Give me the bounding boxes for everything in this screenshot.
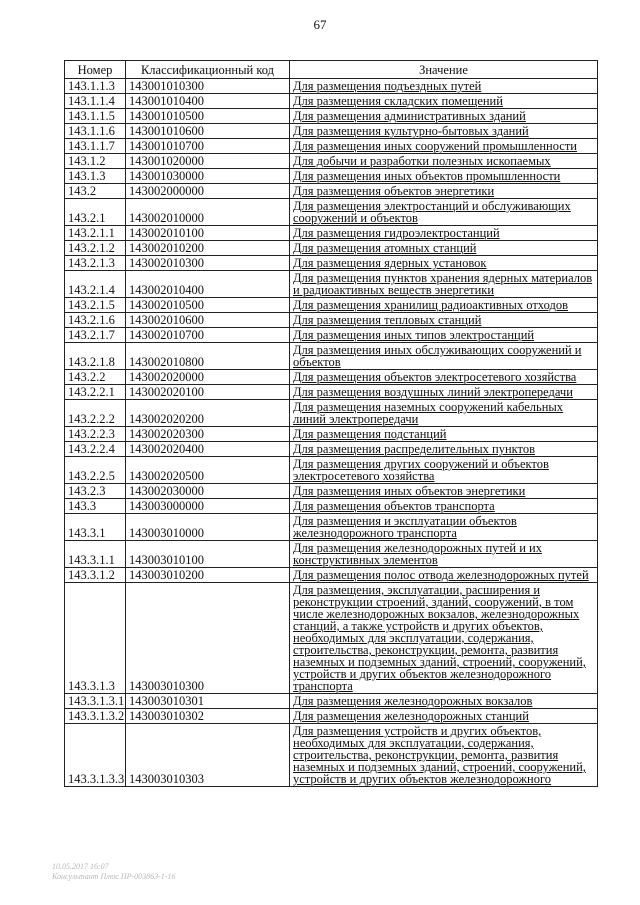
cell-value-text: Для размещения электростанций и обслуживающих сооружений и объектов (293, 199, 571, 225)
table-row (65, 427, 598, 442)
cell-value-text: Для размещения объектов электросетевого хозяйства (293, 370, 577, 384)
column-header-code: Классификационный код (126, 61, 290, 79)
table-row (65, 124, 598, 139)
cell-value (290, 256, 598, 271)
cell-code: 143002010000 (126, 199, 290, 226)
cell-value-text: Для размещения тепловых станций (293, 313, 482, 327)
table-row (65, 385, 598, 400)
cell-number: 143.3 (65, 499, 126, 514)
cell-code: 143002010500 (126, 298, 290, 313)
table-row (65, 568, 598, 583)
cell-value (290, 457, 598, 484)
cell-value (290, 241, 598, 256)
table-row (65, 709, 598, 724)
table-row (65, 442, 598, 457)
footer-stamp (52, 862, 175, 882)
table-row (65, 583, 598, 694)
cell-number: 143.1.1.6 (65, 124, 126, 139)
cell-code: 143002010800 (126, 343, 290, 370)
cell-value (290, 583, 598, 694)
cell-code: 143001010500 (126, 109, 290, 124)
cell-code: 143001030000 (126, 169, 290, 184)
cell-value (290, 370, 598, 385)
cell-value-text: Для размещения иных типов электростанций (293, 328, 535, 342)
cell-number: 143.2.2.4 (65, 442, 126, 457)
cell-value-text: Для размещения и эксплуатации объектов железнодорожного транспорта (293, 514, 517, 540)
table-row (65, 271, 598, 298)
cell-value (290, 169, 598, 184)
cell-value-text: Для размещения складских помещений (293, 94, 503, 108)
cell-number: 143.2.2.2 (65, 400, 126, 427)
cell-value-text: Для размещения подъездных путей (293, 79, 482, 93)
cell-value-text: Для размещения распределительных пунктов (293, 442, 535, 456)
cell-value (290, 298, 598, 313)
cell-value (290, 427, 598, 442)
cell-value-text: Для размещения других сооружений и объектов электросетевого хозяйства (293, 457, 549, 483)
page-number: 67 (313, 17, 327, 32)
table-row (65, 139, 598, 154)
cell-code: 143001010700 (126, 139, 290, 154)
footer-stamp-source: Консультант Плюс ПР-003863-1-16 (52, 872, 176, 881)
table-body (65, 79, 598, 787)
cell-code: 143002010600 (126, 313, 290, 328)
cell-code: 143003010301 (126, 694, 290, 709)
cell-number: 143.1.1.7 (65, 139, 126, 154)
cell-code: 143003000000 (126, 499, 290, 514)
cell-code: 143002010100 (126, 226, 290, 241)
cell-value-text: Для размещения иных объектов промышленности (293, 169, 561, 183)
cell-value (290, 724, 598, 787)
cell-value-text: Для размещения иных сооружений промышленности (293, 139, 577, 153)
table-row (65, 370, 598, 385)
cell-value-text: Для размещения устройств и других объектов, необходимых для эксплуатации, содержания, строительства, реконструкции, ремонта, развития наземных и подземных зданий, строений, сооружений, устройств и других объектов железнодорожного (293, 724, 586, 786)
cell-value-text: Для размещения полос отвода железнодорожных путей (293, 568, 589, 582)
cell-number: 143.3.1.3.2 (65, 709, 126, 724)
cell-code: 143002020500 (126, 457, 290, 484)
table-row (65, 484, 598, 499)
cell-value-text: Для размещения иных обслуживающих сооружений и объектов (293, 343, 582, 369)
cell-number: 143.1.3 (65, 169, 126, 184)
cell-number: 143.3.1.3.3 (65, 724, 126, 787)
cell-value-text: Для размещения атомных станций (293, 241, 477, 255)
cell-number: 143.2.1.3 (65, 256, 126, 271)
cell-number: 143.2.1.6 (65, 313, 126, 328)
header-row (65, 61, 598, 79)
cell-code: 143003010302 (126, 709, 290, 724)
cell-number: 143.2.1.1 (65, 226, 126, 241)
table-row (65, 499, 598, 514)
footer-stamp-date: 10.05.2017 16:07 (52, 862, 109, 871)
cell-number: 143.3.1.3.1 (65, 694, 126, 709)
table-row (65, 457, 598, 484)
cell-number: 143.1.1.5 (65, 109, 126, 124)
cell-value (290, 79, 598, 94)
table-row (65, 694, 598, 709)
cell-value (290, 442, 598, 457)
cell-value-text: Для размещения железнодорожных путей и их конструктивных элементов (293, 541, 542, 567)
cell-number: 143.2.1.4 (65, 271, 126, 298)
table-row (65, 724, 598, 787)
cell-value (290, 154, 598, 169)
table-row (65, 343, 598, 370)
cell-code: 143001010300 (126, 79, 290, 94)
cell-value-text: Для размещения административных зданий (293, 109, 526, 123)
cell-value (290, 271, 598, 298)
cell-number: 143.2.2.3 (65, 427, 126, 442)
cell-value (290, 124, 598, 139)
table-row (65, 328, 598, 343)
table-row (65, 94, 598, 109)
cell-number: 143.2.3 (65, 484, 126, 499)
column-header-number: Номер (65, 61, 126, 79)
cell-value-text: Для размещения, эксплуатации, расширения и реконструкции строений, зданий, сооружений, в том числе железнодорожных вокзалов, железнодорожных станций, а также устройств и других объектов, необходимых для эксплуатации, содержания, строительства, реконструкции, ремонта, развития наземных и подземных зданий, строений, сооружений, устройств и других объектов железнодорожного транспорта (293, 583, 586, 693)
cell-code: 143003010200 (126, 568, 290, 583)
cell-value (290, 499, 598, 514)
cell-value-text: Для размещения иных объектов энергетики (293, 484, 526, 498)
cell-value (290, 709, 598, 724)
classification-table (64, 60, 598, 787)
cell-number: 143.3.1.3 (65, 583, 126, 694)
cell-code: 143002020300 (126, 427, 290, 442)
cell-code: 143002010700 (126, 328, 290, 343)
cell-value (290, 94, 598, 109)
cell-value-text: Для размещения железнодорожных станций (293, 709, 529, 723)
cell-value (290, 109, 598, 124)
table-row (65, 541, 598, 568)
table-row (65, 226, 598, 241)
table-row (65, 514, 598, 541)
cell-value-text: Для размещения объектов энергетики (293, 184, 495, 198)
cell-value (290, 400, 598, 427)
table-row (65, 199, 598, 226)
cell-value-text: Для размещения пунктов хранения ядерных материалов и радиоактивных веществ энергетики (293, 271, 593, 297)
table-header (65, 61, 598, 79)
cell-value (290, 385, 598, 400)
table-row (65, 154, 598, 169)
table-row (65, 79, 598, 94)
column-header-value: Значение (290, 61, 598, 79)
cell-value (290, 199, 598, 226)
cell-code: 143002020100 (126, 385, 290, 400)
table-row (65, 184, 598, 199)
table-row (65, 298, 598, 313)
cell-value (290, 484, 598, 499)
table-row (65, 109, 598, 124)
cell-value (290, 541, 598, 568)
table-row (65, 313, 598, 328)
cell-value (290, 184, 598, 199)
cell-code: 143002010200 (126, 241, 290, 256)
cell-code: 143002010300 (126, 256, 290, 271)
cell-value (290, 328, 598, 343)
cell-value-text: Для размещения хранилищ радиоактивных отходов (293, 298, 568, 312)
table-row (65, 400, 598, 427)
cell-value (290, 343, 598, 370)
cell-number: 143.2.2.1 (65, 385, 126, 400)
cell-code: 143002000000 (126, 184, 290, 199)
cell-value-text: Для размещения объектов транспорта (293, 499, 495, 513)
table-row (65, 241, 598, 256)
cell-value-text: Для размещения культурно-бытовых зданий (293, 124, 529, 138)
cell-code: 143003010303 (126, 724, 290, 787)
table-row (65, 256, 598, 271)
table-row (65, 169, 598, 184)
cell-value (290, 313, 598, 328)
cell-number: 143.2.1.8 (65, 343, 126, 370)
cell-number: 143.1.1.3 (65, 79, 126, 94)
cell-code: 143002010400 (126, 271, 290, 298)
cell-code: 143001010400 (126, 94, 290, 109)
cell-number: 143.2.1.2 (65, 241, 126, 256)
cell-code: 143002030000 (126, 484, 290, 499)
cell-value (290, 226, 598, 241)
cell-value-text: Для размещения воздушных линий электропередачи (293, 385, 573, 399)
cell-value-text: Для добычи и разработки полезных ископаемых (293, 154, 551, 168)
cell-code: 143003010300 (126, 583, 290, 694)
cell-value (290, 694, 598, 709)
cell-number: 143.2.1.5 (65, 298, 126, 313)
cell-number: 143.3.1.1 (65, 541, 126, 568)
cell-number: 143.2.2 (65, 370, 126, 385)
cell-number: 143.2 (65, 184, 126, 199)
cell-code: 143003010000 (126, 514, 290, 541)
cell-code: 143001020000 (126, 154, 290, 169)
cell-code: 143002020000 (126, 370, 290, 385)
cell-value (290, 139, 598, 154)
cell-code: 143003010100 (126, 541, 290, 568)
cell-code: 143002020200 (126, 400, 290, 427)
cell-number: 143.3.1.2 (65, 568, 126, 583)
cell-number: 143.2.2.5 (65, 457, 126, 484)
cell-number: 143.1.2 (65, 154, 126, 169)
cell-value-text: Для размещения подстанций (293, 427, 447, 441)
cell-value (290, 568, 598, 583)
cell-number: 143.3.1 (65, 514, 126, 541)
cell-number: 143.2.1 (65, 199, 126, 226)
cell-value-text: Для размещения гидроэлектростанций (293, 226, 500, 240)
cell-value-text: Для размещения ядерных установок (293, 256, 487, 270)
cell-value-text: Для размещения наземных сооружений кабельных линий электропередачи (293, 400, 564, 426)
cell-number: 143.1.1.4 (65, 94, 126, 109)
cell-code: 143002020400 (126, 442, 290, 457)
cell-number: 143.2.1.7 (65, 328, 126, 343)
cell-code: 143001010600 (126, 124, 290, 139)
cell-value (290, 514, 598, 541)
cell-value-text: Для размещения железнодорожных вокзалов (293, 694, 533, 708)
